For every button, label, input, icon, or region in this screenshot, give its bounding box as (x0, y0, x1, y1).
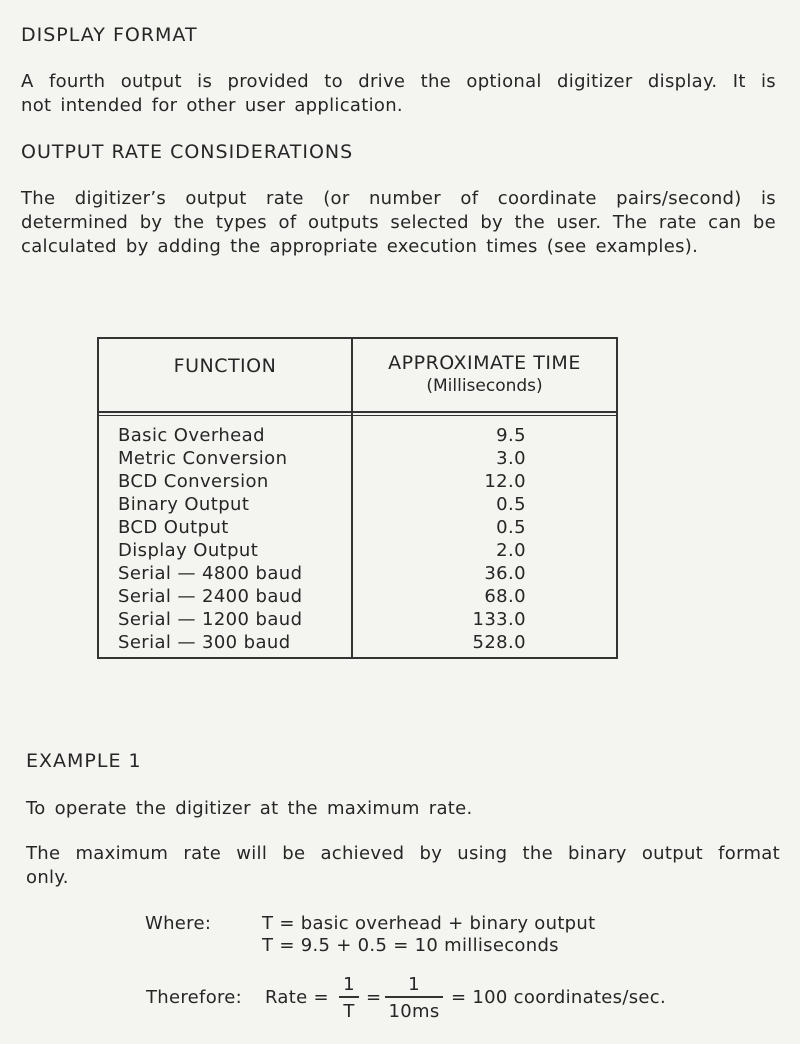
fraction-1-over-10ms (385, 974, 443, 1022)
time-cell: 3.0 (496, 448, 526, 469)
fraction-2-numerator: 1 (408, 974, 420, 995)
function-cell: Metric Conversion (118, 448, 288, 469)
function-cell: Display Output (118, 540, 259, 561)
time-cell: 2.0 (496, 540, 526, 561)
function-cell: Serial — 1200 baud (118, 609, 303, 630)
table-row (118, 632, 598, 655)
example-1-intro: To operate the digitizer at the maximum rate. (26, 798, 473, 819)
rate-result: = 100 coordinates/sec. (451, 987, 666, 1008)
time-column-subheader: (Milliseconds) (426, 376, 543, 396)
fraction-1-over-t (339, 974, 359, 1022)
fraction-1-denominator: T (343, 1000, 355, 1022)
display-format-line-2: not intended for other user application. (21, 95, 403, 116)
time-cell: 68.0 (484, 586, 526, 607)
function-cell: BCD Conversion (118, 471, 269, 492)
function-cell: BCD Output (118, 517, 229, 538)
time-column-header: APPROXIMATE TIME (388, 352, 581, 374)
therefore-label: Therefore: (146, 987, 243, 1008)
time-cell: 12.0 (484, 471, 526, 492)
header-rule (99, 411, 616, 413)
fraction-1-numerator: 1 (343, 974, 355, 995)
fraction-2-bar (385, 996, 443, 998)
function-cell: Serial — 300 baud (118, 632, 291, 653)
function-column-header: FUNCTION (173, 355, 277, 377)
time-cell: 36.0 (484, 563, 526, 584)
table-row (118, 517, 598, 540)
table-row (118, 563, 598, 586)
function-cell: Basic Overhead (118, 425, 265, 446)
equation-2: T = 9.5 + 0.5 = 10 milliseconds (262, 935, 559, 956)
output-rate-heading: OUTPUT RATE CONSIDERATIONS (21, 141, 354, 163)
example-1-line-2: only. (26, 867, 69, 888)
fraction-1-bar (339, 996, 359, 998)
function-cell: Binary Output (118, 494, 250, 515)
time-cell: 0.5 (496, 494, 526, 515)
output-rate-line-1: The digitizer’s output rate (or number of coordinate pairs/second) is (21, 188, 776, 209)
example-1-line-1: The maximum rate will be achieved by using the binary output format (26, 843, 780, 864)
output-rate-line-2: determined by the types of outputs selected by the user. The rate can be (21, 212, 776, 233)
time-cell: 528.0 (472, 632, 526, 653)
table-row (118, 609, 598, 632)
function-cell: Serial — 2400 baud (118, 586, 303, 607)
time-cell: 0.5 (496, 517, 526, 538)
table-row (118, 540, 598, 563)
fraction-2-denominator: 10ms (388, 1000, 440, 1022)
rate-label: Rate = (265, 987, 329, 1008)
execution-time-table (97, 337, 618, 659)
time-cell: 9.5 (496, 425, 526, 446)
function-cell: Serial — 4800 baud (118, 563, 303, 584)
equation-1: T = basic overhead + binary output (262, 913, 596, 934)
table-body (118, 425, 598, 655)
table-row (118, 586, 598, 609)
table-row (118, 494, 598, 517)
table-row (118, 471, 598, 494)
display-format-heading: DISPLAY FORMAT (21, 24, 198, 46)
table-row (118, 425, 598, 448)
output-rate-line-3: calculated by adding the appropriate execution times (see examples). (21, 236, 699, 257)
example-1-heading: EXAMPLE 1 (26, 750, 142, 772)
display-format-line-1: A fourth output is provided to drive the optional digitizer display. It is (21, 71, 776, 92)
equals-sign: = (366, 987, 382, 1008)
header-rule-secondary (99, 415, 616, 416)
where-label: Where: (145, 913, 212, 934)
table-row (118, 448, 598, 471)
time-cell: 133.0 (472, 609, 526, 630)
